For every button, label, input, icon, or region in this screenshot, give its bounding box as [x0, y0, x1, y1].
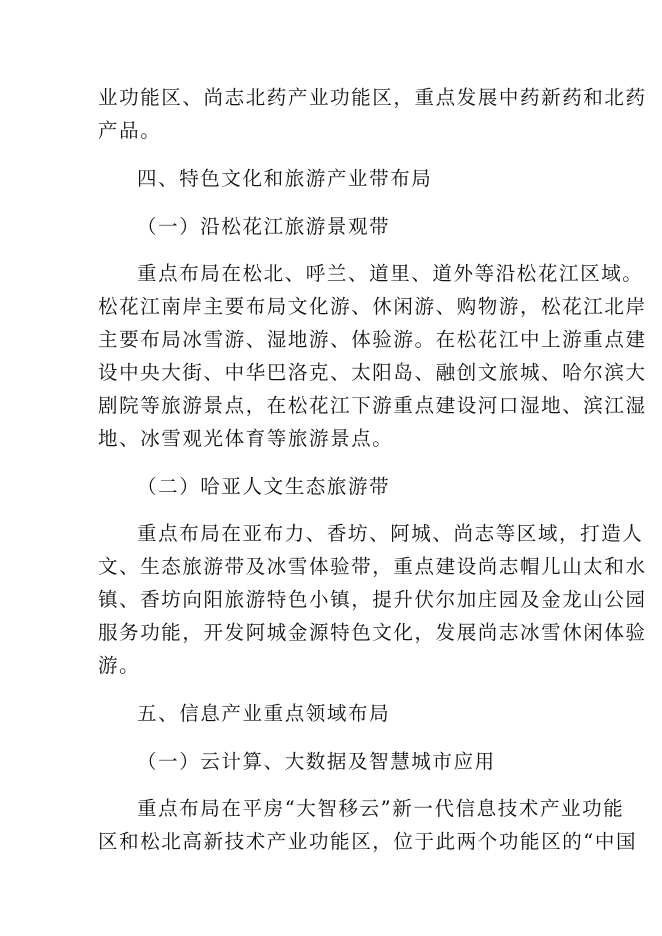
subsection-heading: （一）云计算、大数据及智慧城市应用: [137, 750, 496, 773]
paragraph-line: 区和松北高新技术产业功能区，位于此两个功能区的“中国: [98, 830, 638, 853]
subsection-heading: （一）沿松花江旅游景观带: [137, 215, 391, 238]
paragraph-line: 游。: [98, 654, 141, 677]
section-heading: 五、信息产业重点领域布局: [137, 702, 391, 725]
paragraph-line: 产品。: [98, 119, 162, 142]
paragraph-line: 重点布局在平房“大智移云”新一代信息技术产业功能: [137, 797, 625, 820]
paragraph-line: 重点布局在松北、呼兰、道里、道外等沿松花江区域。: [137, 262, 644, 285]
section-heading: 四、特色文化和旅游产业带布局: [137, 167, 433, 190]
paragraph-line: 服务功能，开发阿城金源特色文化，发展尚志冰雪休闲体验: [98, 621, 647, 644]
paragraph-line: 松花江南岸主要布局文化游、休闲游、购物游，松花江北岸: [98, 295, 647, 318]
paragraph-line: 重点布局在亚布力、香坊、阿城、尚志等区域，打造人: [137, 522, 644, 545]
paragraph-line: 主要布局冰雪游、湿地游、体验游。在松花江中上游重点建: [98, 328, 647, 351]
paragraph-line: 业功能区、尚志北药产业功能区，重点发展中药新药和北药: [98, 86, 647, 109]
paragraph-line: 地、冰雪观光体育等旅游景点。: [98, 427, 394, 450]
paragraph-line: 设中央大街、中华巴洛克、太阳岛、融创文旅城、哈尔滨大: [98, 361, 647, 384]
paragraph-line: 文、生态旅游带及冰雪体验带，重点建设尚志帽儿山太和水: [98, 555, 647, 578]
paragraph-line: 镇、香坊向阳旅游特色小镇，提升伏尔加庄园及金龙山公园: [98, 588, 647, 611]
paragraph-line: 剧院等旅游景点，在松花江下游重点建设河口湿地、滨江湿: [98, 394, 647, 417]
subsection-heading: （二）哈亚人文生态旅游带: [137, 475, 391, 498]
